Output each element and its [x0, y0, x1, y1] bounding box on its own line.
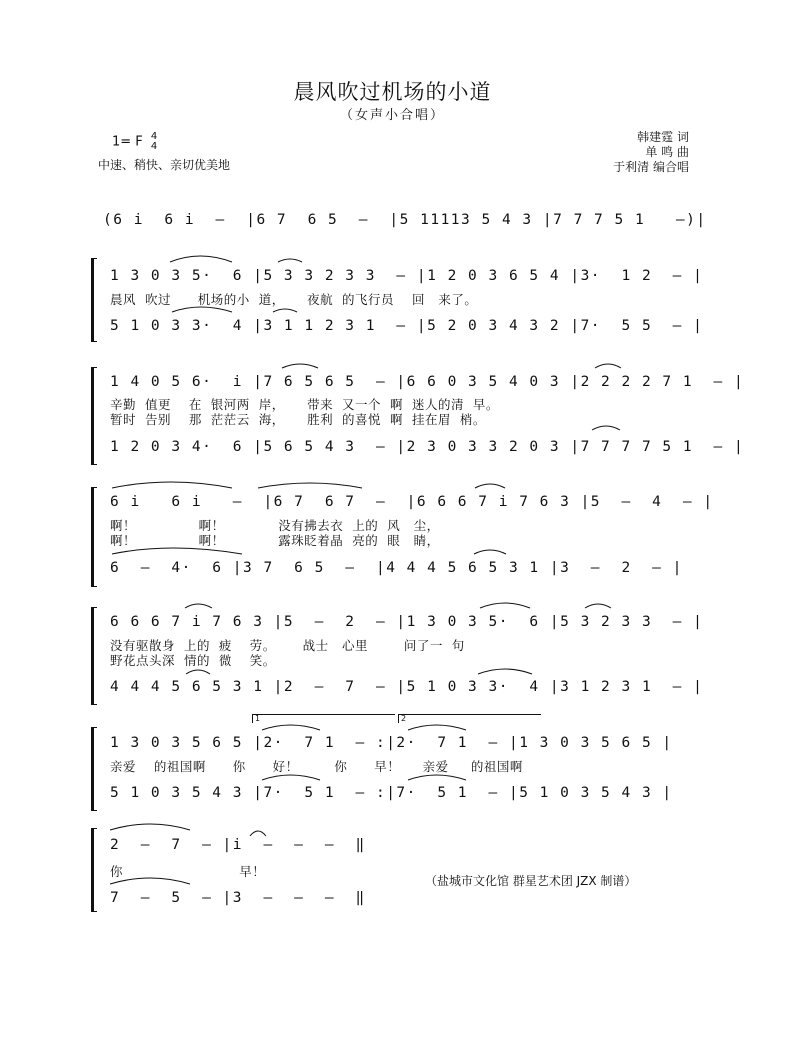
- slur: [262, 775, 320, 780]
- intro-line: (6 i 6 i – |6 7 6 5 – |5 11113 5 4 3 |7 7 7 5 1 –)|: [103, 212, 707, 228]
- slur: [585, 604, 611, 608]
- slur: [475, 484, 505, 488]
- slur: [112, 482, 232, 488]
- time-bottom: 4: [150, 141, 158, 152]
- system6-upper: 2 – 7 – |i – – – ‖: [110, 837, 366, 853]
- slur: [480, 603, 530, 608]
- slur: [474, 550, 506, 554]
- system2-lower: 1 2 0 3 4· 6 |5 6 5 4 3 – |2 3 0 3 3 2 0 3 |7 7 7 7 5 1 – |: [110, 439, 745, 455]
- system6-lyric: 你 早！: [110, 864, 266, 879]
- fermata: [250, 831, 266, 836]
- slur: [408, 725, 466, 730]
- system5-lower: 5 1 0 3 5 4 3 |7· 5 1 – :|7· 5 1 – |5 1 0 3 5 4 3 |: [110, 785, 673, 801]
- slur: [112, 548, 242, 554]
- system4-upper: 6 6 6 7 i 7 6 3 |5 – 2 – |1 3 0 3 5· 6 |5 3 2 3 3 – |: [110, 614, 704, 630]
- system2-lyric-1: 辛勤 值更 在 银河两 岸， 带来 又一个 啊 迷人的清 早。: [110, 397, 499, 412]
- lyricist-credit: 韩建霆 词: [637, 130, 689, 144]
- key-label: 1= F: [112, 134, 143, 150]
- system3-upper: 6 i 6 i – |6 7 6 7 – |6 6 6 7 i 7 6 3 |5 – 4 – |: [110, 494, 714, 510]
- slur: [185, 604, 212, 608]
- slur: [110, 878, 190, 884]
- system2-upper: 1 4 0 5 6· i |7 6 5 6 5 – |6 6 0 3 5 4 0 3 |2 2 2 2 7 1 – |: [110, 374, 745, 390]
- time-top: 4: [150, 131, 158, 142]
- slur: [278, 259, 302, 262]
- system4-lyric-2: 野花点头深 情的 微 笑。: [110, 653, 276, 668]
- system1-lyric: 晨风 吹过 机场的小 道， 夜航 的飞行员 回 来了。: [110, 292, 478, 307]
- slur: [408, 775, 466, 780]
- slur: [282, 364, 318, 368]
- arranger-credit: 于利清 编合唱: [613, 160, 689, 174]
- footer-credit: （盐城市文化馆 群星艺术团 JZX 制谱）: [425, 874, 637, 888]
- slur: [186, 670, 210, 674]
- slur: [262, 725, 320, 730]
- slur: [110, 824, 190, 830]
- system3-lower: 6 – 4· 6 |3 7 6 5 – |4 4 4 5 6 5 3 1 |3 – 2 – |: [110, 560, 683, 576]
- system4-lyric-1: 没有驱散身 上的 疲 劳。 战士 心里 问了一 句: [110, 638, 465, 653]
- slur: [258, 483, 362, 488]
- slur: [592, 426, 620, 430]
- composer-credit: 单 鸣 曲: [645, 145, 689, 159]
- slur: [478, 669, 532, 674]
- system3-lyric-2: 啊！ 啊！ 露珠眨着晶 亮的 眼 睛，: [110, 533, 440, 548]
- system5-upper: 1 3 0 3 5 6 5 |2· 7 1 – :|2· 7 1 – |1 3 0 3 5 6 5 |: [110, 735, 673, 751]
- system6-lower: 7 – 5 – |3 – – – ‖: [110, 890, 366, 906]
- system5-lyric: 亲爱 的祖国啊 你 好！ 你 早！ 亲爱 的祖国啊: [110, 759, 523, 774]
- slur: [595, 364, 621, 368]
- song-title: 晨风吹过机场的小道: [293, 80, 492, 104]
- slur: [172, 307, 232, 312]
- system2-lyric-2: 暂时 告别 那 茫茫云 海， 胜利 的喜悦 啊 挂在眉 梢。: [110, 412, 486, 427]
- slur: [170, 256, 232, 262]
- tempo-marking: 中速、稍快、亲切优美地: [98, 158, 231, 172]
- system1-upper: 1 3 0 3 5· 6 |5 3 3 2 3 3 – |1 2 0 3 6 5 4 |3· 1 2 – |: [110, 268, 704, 284]
- volta-second-ending: 2: [398, 714, 541, 723]
- volta-first-ending: 1: [252, 714, 395, 723]
- slur: [273, 309, 297, 312]
- song-subtitle: （女声小合唱）: [339, 108, 445, 123]
- system3-lyric-1: 啊！ 啊！ 没有拂去衣 上的 风 尘，: [110, 518, 440, 533]
- system4-lower: 4 4 4 5 6 5 3 1 |2 – 7 – |5 1 0 3 3· 4 |3 1 2 3 1 – |: [110, 679, 704, 695]
- system1-lower: 5 1 0 3 3· 4 |3 1 1 2 3 1 – |5 2 0 3 4 3 2 |7· 5 5 – |: [110, 318, 704, 334]
